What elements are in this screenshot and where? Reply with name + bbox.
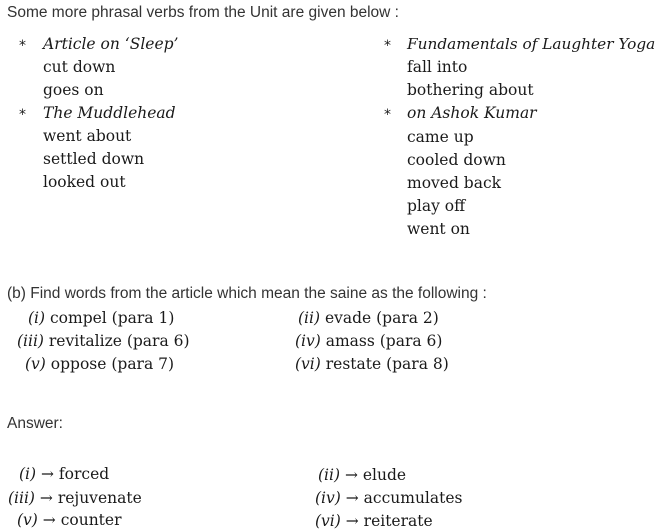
answer-item: (iv) → accumulates <box>315 489 463 507</box>
group-title: Article on ‘Sleep’ <box>43 35 179 53</box>
answer-item: (v) → counter <box>17 511 122 529</box>
question-item: (iii) revitalize (para 6) <box>17 332 190 350</box>
bullet-star: * <box>19 107 26 123</box>
phrasal-verb: went about <box>43 127 132 145</box>
intro-text: Some more phrasal verbs from the Unit are given below : <box>7 4 399 21</box>
question-item: (iv) amass (para 6) <box>295 332 443 350</box>
question-b: (b) Find words from the article which mean the saine as the following : <box>7 285 487 302</box>
phrasal-verb: moved back <box>407 174 502 192</box>
phrasal-verb: settled down <box>43 150 145 168</box>
answer-item: (ii) → elude <box>318 466 407 484</box>
phrasal-verb: cooled down <box>407 151 506 169</box>
answer-item: (i) → forced <box>19 465 110 483</box>
phrasal-verb: came up <box>407 128 474 146</box>
phrasal-verb: bothering about <box>407 81 534 99</box>
question-item: (v) oppose (para 7) <box>25 355 175 373</box>
phrasal-verb: goes on <box>43 81 104 99</box>
phrasal-verb: looked out <box>43 173 126 191</box>
phrasal-verb: fall into <box>407 58 468 76</box>
group-title: on Ashok Kumar <box>407 104 537 122</box>
answer-item: (vi) → reiterate <box>315 512 433 530</box>
phrasal-verb: play off <box>407 197 466 215</box>
bullet-star: * <box>19 38 26 54</box>
answer-label: Answer: <box>7 415 63 432</box>
phrasal-verb: cut down <box>43 58 116 76</box>
answer-item: (iii) → rejuvenate <box>8 489 142 507</box>
phrasal-verb: went on <box>407 220 470 238</box>
bullet-star: * <box>384 107 391 123</box>
question-item: (vi) restate (para 8) <box>295 355 449 373</box>
group-title: The Muddlehead <box>43 104 176 122</box>
question-item: (ii) evade (para 2) <box>298 309 439 327</box>
question-item: (i) compel (para 1) <box>28 309 175 327</box>
group-title: Fundamentals of Laughter Yoga <box>407 35 656 53</box>
bullet-star: * <box>384 38 391 54</box>
